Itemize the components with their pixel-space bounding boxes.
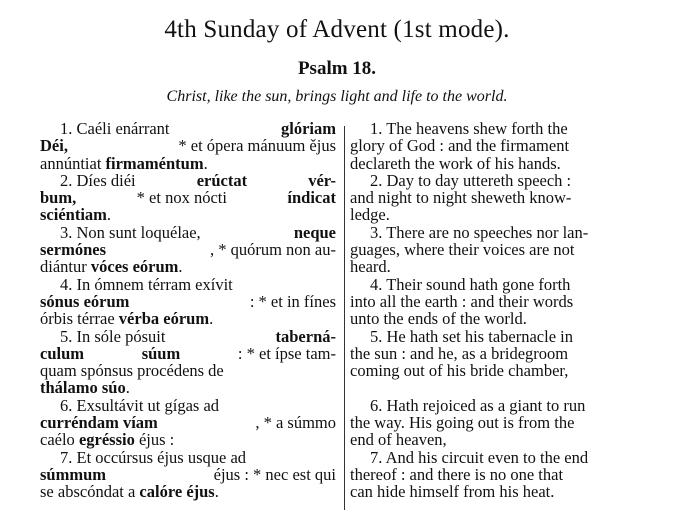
latin-accent-text: egréssio [78,430,135,450]
latin-text: * et nox nócti [136,188,227,208]
latin-text: , * quórum non au- [209,240,336,260]
latin-line [40,258,336,275]
latin-text: , * a súmmo [255,413,336,433]
latin-line [40,328,336,345]
latin-line [40,379,336,396]
latin-text: : * et ípse tam- [237,343,336,363]
latin-text: se abscóndat a [40,482,136,502]
latin-column [40,120,336,501]
latin-text: 3. Non sunt loquélae, [60,222,201,242]
latin-accent-text: vérba eórum [118,309,210,329]
latin-text: diántur [40,257,87,277]
latin-line [40,431,336,448]
latin-text: 1. Caéli enárrant [60,119,170,138]
latin-accent-text: súmmum [40,464,107,484]
page-title: 4th Sunday of Advent (1st mode). [164,16,510,43]
latin-accent-text: firmaméntum [105,153,204,173]
latin-line [40,224,336,241]
latin-line [40,483,336,500]
latin-line [40,362,336,379]
latin-line [40,172,336,189]
latin-text: 6. Exsultávit ut gígas ad [60,395,220,415]
latin-line [40,120,336,137]
latin-text: 7. Et occúrsus éjus usque ad [60,447,247,467]
english-column [350,120,640,501]
latin-text: éjus : [138,430,175,450]
latin-accent-text: Déi, [40,136,68,156]
latin-line [40,466,336,483]
latin-text: . [209,309,214,329]
latin-accent-text: neque [293,222,336,242]
latin-text: . [106,205,112,225]
latin-accent-text: erúctat [196,170,248,190]
latin-text: caélo [40,430,75,450]
english-line: unto the ends of the world. [350,309,527,329]
english-line: guages, where their voices are not [350,240,575,260]
english-line: the way. His going out is from the [350,413,575,433]
psalm-subtitle: Christ, like the sun, brings light and life to the world. [166,88,508,105]
latin-text: . [125,378,130,398]
english-line: into all the earth : and their words [350,291,574,311]
english-line: coming out of his bride chamber, [350,361,569,381]
latin-line [40,276,336,293]
english-line: 7. And his circuit even to the end [370,447,589,467]
latin-text: éjus : * nec est qui [213,464,336,484]
english-line: thereof : and there is no one that [350,464,564,484]
latin-accent-text: éjus [186,482,215,502]
english-line: heard. [350,257,391,277]
latin-text: 2. Díes diéi [60,170,136,190]
latin-accent-text: vóces eórum [90,257,179,277]
latin-accent-text: sermónes [40,240,106,260]
latin-text: . [203,153,208,173]
latin-accent-text: calóre [139,482,183,502]
english-line: 3. There are no speeches nor lan- [370,222,589,242]
latin-accent-text: vér- [308,170,336,190]
latin-text: : * et in fínes [249,291,336,311]
latin-text: quam spónsus procédens de [40,361,224,381]
latin-accent-text: glóriam [281,119,336,138]
english-line: 1. The heavens shew forth the [370,119,568,138]
latin-accent-text: thálamo súo [40,378,126,398]
latin-accent-text: curréndam víam [40,413,158,433]
english-line: the sun : and he, as a bridegroom [350,343,569,363]
latin-line [40,449,336,466]
latin-line [40,189,336,206]
latin-accent-text: bum, [40,188,77,208]
english-line: glory of God : and the firmament [350,136,570,156]
latin-line [40,241,336,258]
english-blank-line [350,379,640,396]
latin-line [40,310,336,327]
latin-accent-text: sciéntiam [40,205,107,225]
latin-text: . [178,257,183,277]
latin-accent-text: sónus eórum [40,291,130,311]
latin-text: órbis térrae [40,309,115,329]
latin-text: . [214,482,219,502]
english-line: 5. He hath set his tabernacle in [370,326,573,346]
latin-accent-text: súum [141,343,181,363]
latin-accent-text: culum [40,343,85,363]
latin-line [40,345,336,362]
english-line: end of heaven, [350,430,447,450]
english-line: ledge. [350,205,390,225]
latin-accent-text: índicat [287,188,336,208]
latin-line [40,293,336,310]
latin-line [40,414,336,431]
psalm-heading: Psalm 18. [297,58,377,79]
latin-line [40,206,336,223]
latin-accent-text: taberná- [275,326,336,346]
column-divider [344,126,345,510]
english-line: declareth the work of his hands. [350,153,561,173]
english-line: 6. Hath rejoiced as a giant to run [370,395,586,415]
latin-text: * et ópera mánuum ějus [178,136,336,156]
english-line: 4. Their sound hath gone forth [370,274,571,294]
english-line: can hide himself from his heat. [350,482,555,502]
latin-line [40,137,336,154]
latin-line [40,155,336,172]
english-line: and night to night sheweth know- [350,188,572,208]
latin-text: 4. In ómnem térram exívit [60,274,233,294]
latin-line [40,397,336,414]
english-line: 2. Day to day uttereth speech : [370,170,572,190]
latin-text: 5. In sóle pósuit [60,326,166,346]
latin-text: annúntiat [40,153,102,173]
